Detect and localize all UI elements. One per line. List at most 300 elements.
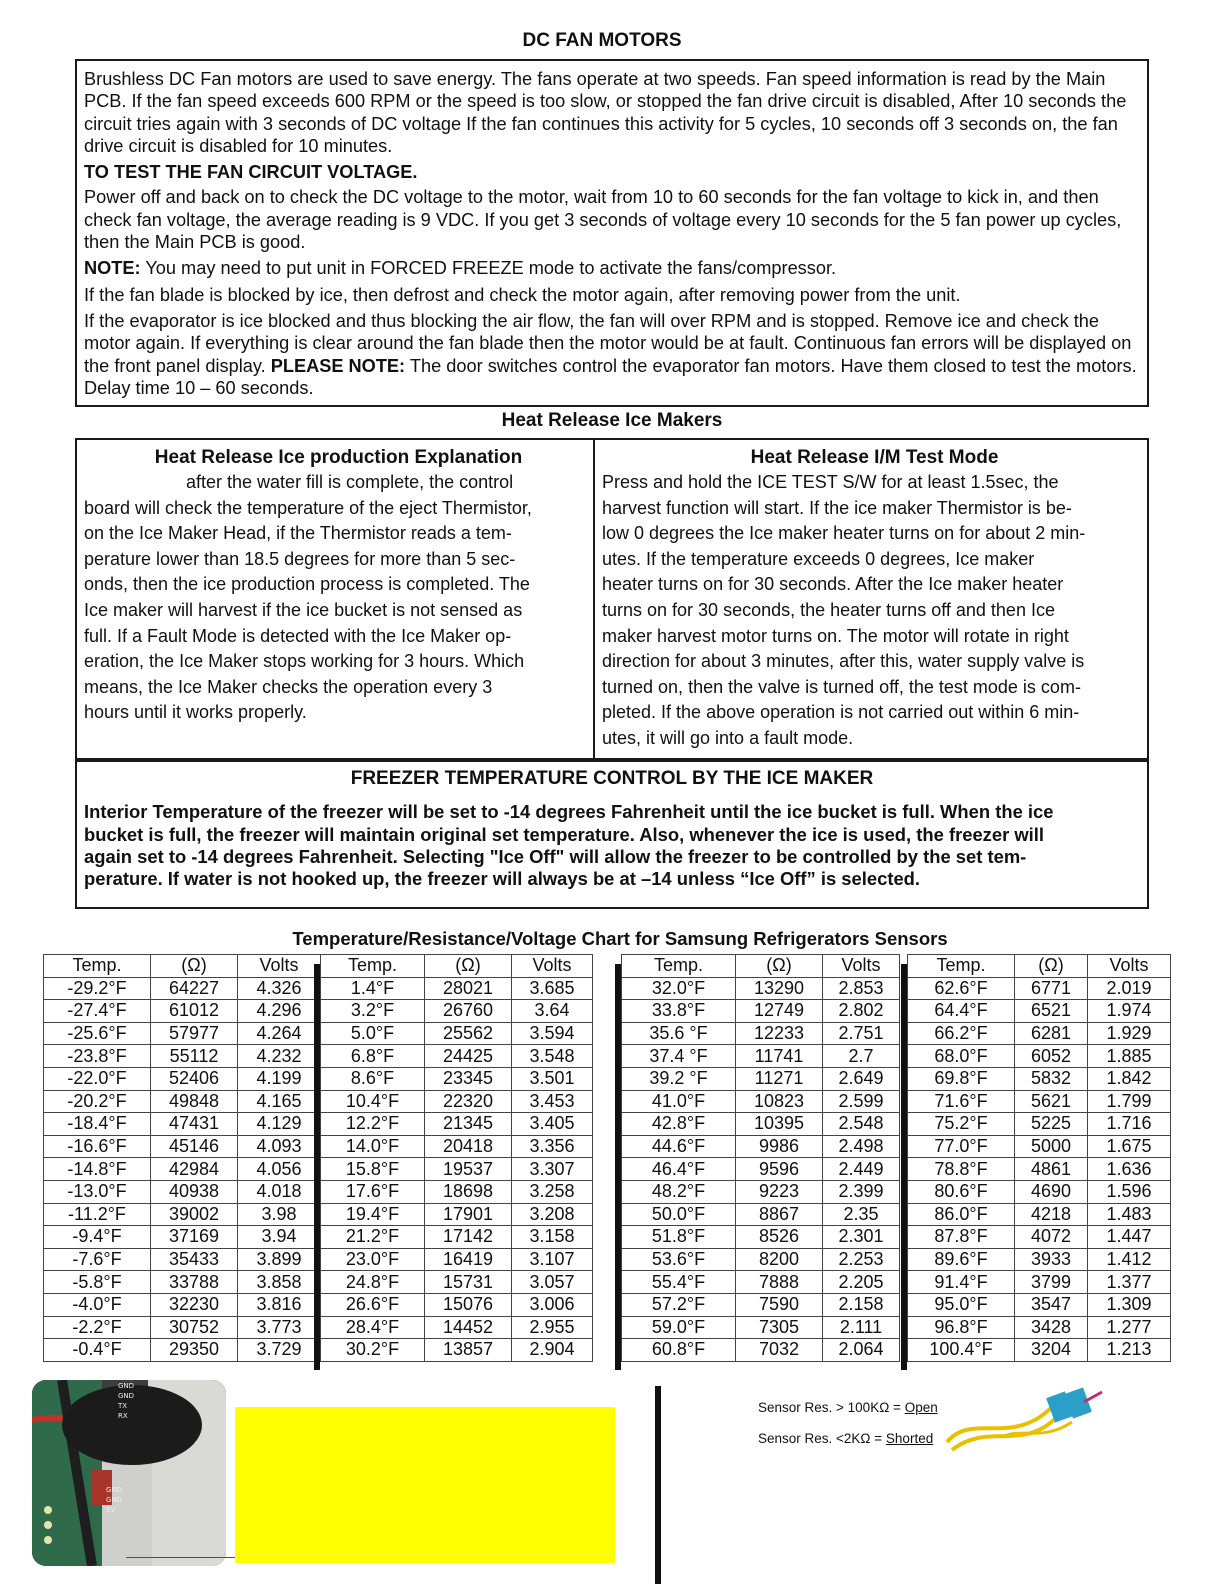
table-cell: 1.799	[1088, 1090, 1171, 1113]
table-cell: 9223	[736, 1180, 823, 1203]
table-cell: 49848	[151, 1090, 238, 1113]
table-row	[622, 1339, 900, 1362]
table-cell: 45146	[151, 1135, 238, 1158]
table-cell: 4.326	[238, 977, 321, 1000]
table-cell: -16.6°F	[44, 1135, 151, 1158]
please-note-label: PLEASE NOTE:	[270, 355, 406, 376]
table-cell: 1.377	[1088, 1271, 1171, 1294]
table-cell: 62.6°F	[908, 977, 1015, 1000]
table-cell: 1.483	[1088, 1203, 1171, 1226]
table-cell: 57.2°F	[622, 1293, 736, 1316]
table-cell: 3.006	[512, 1293, 593, 1316]
table-cell: 3.548	[512, 1045, 593, 1068]
table-cell: 52406	[151, 1067, 238, 1090]
table-row	[908, 1339, 1171, 1362]
column-header: Volts	[1088, 955, 1171, 978]
table-cell: 47431	[151, 1113, 238, 1136]
table-cell: 5832	[1015, 1067, 1088, 1090]
table-cell: -13.0°F	[44, 1180, 151, 1203]
table-cell: 3.2°F	[321, 1000, 425, 1023]
table-cell: 2.253	[823, 1248, 900, 1271]
table-cell: 57977	[151, 1022, 238, 1045]
table-cell: 6281	[1015, 1022, 1088, 1045]
table-cell: 30.2°F	[321, 1339, 425, 1362]
table-cell: 86.0°F	[908, 1203, 1015, 1226]
table-cell: 46.4°F	[622, 1158, 736, 1181]
table-cell: 2.064	[823, 1339, 900, 1362]
table-cell: 18698	[425, 1180, 512, 1203]
table-row	[321, 1339, 593, 1362]
text-line: maker harvest motor turns on. The motor will rotate in right	[602, 625, 1069, 646]
text-line: full. If a Fault Mode is detected with the Ice Maker op-	[84, 625, 512, 646]
table-row	[908, 1226, 1171, 1249]
table-cell: 4.093	[238, 1135, 321, 1158]
table-cell: 35433	[151, 1248, 238, 1271]
table-cell: 3.453	[512, 1090, 593, 1113]
table-cell: 59.0°F	[622, 1316, 736, 1339]
table-cell: 5621	[1015, 1090, 1088, 1113]
table-header-row	[908, 955, 1171, 978]
table-row	[908, 1067, 1171, 1090]
column-header: Temp.	[622, 955, 736, 978]
text-line: utes, it will go into a fault mode.	[602, 727, 854, 748]
dc-fan-box	[75, 59, 1149, 407]
table-cell: 66.2°F	[908, 1022, 1015, 1045]
table-cell: 4.199	[238, 1067, 321, 1090]
sensor-wire-illustration	[942, 1382, 1110, 1454]
column-header: Temp.	[908, 955, 1015, 978]
heat-release-left-box	[75, 438, 595, 760]
test-heading: TO TEST THE FAN CIRCUIT VOLTAGE.	[84, 162, 418, 183]
table-cell: 3.405	[512, 1113, 593, 1136]
table-cell: 4.296	[238, 1000, 321, 1023]
table-cell: 3.208	[512, 1203, 593, 1226]
table-cell: 37169	[151, 1226, 238, 1249]
table-cell: 2.111	[823, 1316, 900, 1339]
table-cell: 87.8°F	[908, 1226, 1015, 1249]
table-cell: 3.501	[512, 1067, 593, 1090]
table-row	[908, 1045, 1171, 1068]
table-cell: 24.8°F	[321, 1271, 425, 1294]
table-cell: 41.0°F	[622, 1090, 736, 1113]
dc-fan-para-3: If the fan blade is blocked by ice, then defrost and check the motor again, after removing power from the unit.	[84, 284, 961, 305]
table-cell: 1.675	[1088, 1135, 1171, 1158]
table-cell: 9986	[736, 1135, 823, 1158]
table-cell: -4.0°F	[44, 1293, 151, 1316]
table-cell: 80.6°F	[908, 1180, 1015, 1203]
table-cell: 61012	[151, 1000, 238, 1023]
table-cell: 2.449	[823, 1158, 900, 1181]
table-row	[622, 1158, 900, 1181]
table-cell: 4.165	[238, 1090, 321, 1113]
table-row	[908, 1135, 1171, 1158]
table-cell: 3933	[1015, 1248, 1088, 1271]
table-cell: 13857	[425, 1339, 512, 1362]
table-cell: 17.6°F	[321, 1180, 425, 1203]
table-row	[321, 1248, 593, 1271]
board-label-1: GND	[118, 1382, 135, 1390]
column-header: Temp.	[44, 955, 151, 978]
table-cell: 78.8°F	[908, 1158, 1015, 1181]
table-cell: 1.716	[1088, 1113, 1171, 1136]
table-cell: 8526	[736, 1226, 823, 1249]
board-label-4: RX	[118, 1412, 128, 1420]
table-row	[908, 977, 1171, 1000]
table-row	[908, 1090, 1171, 1113]
table-row	[622, 1045, 900, 1068]
table-row	[908, 1180, 1171, 1203]
table-cell: 1.842	[1088, 1067, 1171, 1090]
table-cell: 2.205	[823, 1271, 900, 1294]
table-row	[908, 1248, 1171, 1271]
table-cell: 29350	[151, 1339, 238, 1362]
bottom-divider	[655, 1386, 661, 1584]
table-cell: 1.885	[1088, 1045, 1171, 1068]
table-cell: -11.2°F	[44, 1203, 151, 1226]
table-cell: 51.8°F	[622, 1226, 736, 1249]
text-line: pleted. If the above operation is not carried out within 6 min-	[602, 702, 1080, 723]
table-cell: 1.636	[1088, 1158, 1171, 1181]
table-cell: 2.904	[512, 1339, 593, 1362]
table-cell: 15731	[425, 1271, 512, 1294]
table-cell: 15076	[425, 1293, 512, 1316]
table-row	[908, 1316, 1171, 1339]
table-cell: 20418	[425, 1135, 512, 1158]
table-cell: 1.213	[1088, 1339, 1171, 1362]
table-cell: 14452	[425, 1316, 512, 1339]
para4-a: If the evaporator is ice blocked and thus blocking the air flow, the fan will over RPM and is stopped. Remove ice and check the motor again. If everything is clear around the fan blade then the motor would be at fault. Continuous fan errors will be displayed on the front panel display.	[84, 310, 1132, 376]
table-cell: 6771	[1015, 977, 1088, 1000]
table-row	[622, 1067, 900, 1090]
table-header-row	[321, 955, 593, 978]
table-cell: 3.356	[512, 1135, 593, 1158]
sensor-photo	[942, 1382, 1110, 1454]
table-cell: 12233	[736, 1022, 823, 1045]
table-cell: 6052	[1015, 1045, 1088, 1068]
text-line: means, the Ice Maker checks the operation every 3	[84, 676, 493, 697]
column-header: (Ω)	[151, 955, 238, 978]
text-line: Press and hold the ICE TEST S/W for at least 1.5sec, the	[602, 472, 1059, 492]
table-cell: 10395	[736, 1113, 823, 1136]
text-line: hours until it works properly.	[84, 702, 307, 723]
sensor-table-3	[621, 954, 900, 1362]
table-row	[44, 1248, 321, 1271]
dc-fan-para-4	[84, 310, 1140, 399]
column-header: Volts	[823, 955, 900, 978]
table-row	[44, 1271, 321, 1294]
table-row	[908, 1022, 1171, 1045]
table-cell: 17901	[425, 1203, 512, 1226]
table-cell: 33.8°F	[622, 1000, 736, 1023]
table-row	[44, 1090, 321, 1113]
table-cell: 4218	[1015, 1203, 1088, 1226]
para4-b: The door switches control the evaporator fan motors. Have them closed to test the motors. Delay time 10 – 60 seconds.	[84, 355, 1137, 398]
table-cell: 35.6 °F	[622, 1022, 736, 1045]
sensor-short-word: Shorted	[885, 1431, 934, 1446]
text-line: eration, the Ice Maker stops working for 3 hours. Which	[84, 651, 525, 672]
table-cell: 2.158	[823, 1293, 900, 1316]
text-line: direction for about 3 minutes, after this, water supply valve is	[602, 651, 1085, 672]
table-cell: 4.129	[238, 1113, 321, 1136]
table-cell: 3.057	[512, 1271, 593, 1294]
table-cell: -9.4°F	[44, 1226, 151, 1249]
table-cell: 21.2°F	[321, 1226, 425, 1249]
table-cell: -25.6°F	[44, 1022, 151, 1045]
table-cell: 2.599	[823, 1090, 900, 1113]
table-cell: 23345	[425, 1067, 512, 1090]
sensor-table-1	[43, 954, 321, 1362]
table-row	[622, 1203, 900, 1226]
table-cell: 11271	[736, 1067, 823, 1090]
table-cell: 1.309	[1088, 1293, 1171, 1316]
table-cell: 26.6°F	[321, 1293, 425, 1316]
table-cell: 1.4°F	[321, 977, 425, 1000]
table-row	[321, 1158, 593, 1181]
table-cell: 12.2°F	[321, 1113, 425, 1136]
table-cell: 3.64	[512, 1000, 593, 1023]
table-cell: 3428	[1015, 1316, 1088, 1339]
table-cell: 12749	[736, 1000, 823, 1023]
board-label-3: TX	[118, 1402, 128, 1410]
table-cell: 21345	[425, 1113, 512, 1136]
table-cell: 4.056	[238, 1158, 321, 1181]
table-cell: 3.594	[512, 1022, 593, 1045]
table-cell: 69.8°F	[908, 1067, 1015, 1090]
table-cell: 95.0°F	[908, 1293, 1015, 1316]
table-cell: 30752	[151, 1316, 238, 1339]
table-cell: 24425	[425, 1045, 512, 1068]
table-row	[622, 1022, 900, 1045]
table-row	[908, 1000, 1171, 1023]
table-row	[908, 1271, 1171, 1294]
table-cell: 11741	[736, 1045, 823, 1068]
table-cell: 64227	[151, 977, 238, 1000]
left-text	[84, 470, 593, 726]
text-line: onds, then the ice production process is completed. The	[84, 574, 530, 595]
table-cell: 1.596	[1088, 1180, 1171, 1203]
table-cell: 26760	[425, 1000, 512, 1023]
table-cell: 5225	[1015, 1113, 1088, 1136]
table-cell: 3.258	[512, 1180, 593, 1203]
table-row	[622, 1248, 900, 1271]
table-cell: 42984	[151, 1158, 238, 1181]
text-line: turned on, then the valve is turned off, the test mode is com-	[602, 676, 1081, 697]
table-header-row	[44, 955, 321, 978]
table-cell: 15.8°F	[321, 1158, 425, 1181]
table-header-row	[622, 955, 900, 978]
table-cell: 3.158	[512, 1226, 593, 1249]
column-header: (Ω)	[736, 955, 823, 978]
table-cell: 6521	[1015, 1000, 1088, 1023]
table-cell: 55.4°F	[622, 1271, 736, 1294]
table-cell: 60.8°F	[622, 1339, 736, 1362]
table-cell: 32.0°F	[622, 977, 736, 1000]
table-cell: 33788	[151, 1271, 238, 1294]
table-cell: 42.8°F	[622, 1113, 736, 1136]
text-line: harvest function will start. If the ice maker Thermistor is be-	[602, 497, 1072, 518]
freezer-title: FREEZER TEMPERATURE CONTROL BY THE ICE MAKER	[350, 768, 874, 789]
table-cell: 8200	[736, 1248, 823, 1271]
board-label-7: 5V	[106, 1506, 116, 1514]
table-cell: 2.802	[823, 1000, 900, 1023]
table-row	[321, 1293, 593, 1316]
table-cell: 4.232	[238, 1045, 321, 1068]
table-row	[321, 1271, 593, 1294]
table-row	[321, 1135, 593, 1158]
table-row	[44, 1158, 321, 1181]
board-label-2: GND	[118, 1392, 135, 1400]
dc-fan-para-1: Brushless DC Fan motors are used to save energy. The fans operate at two speeds. Fan speed information is read by the Main PCB. If the fan speed exceeds 600 RPM or the speed is too slow, or stopped the fan drive circuit is disabled, After 10 seconds the circuit tries again with 3 seconds of DC voltage If the fan continues this activity for 5 cycles, 10 seconds off 3 seconds on, the fan drive circuit is disabled for 10 minutes.	[84, 69, 1127, 156]
left-heading: Heat Release Ice production Explanation	[154, 447, 523, 468]
table-row	[321, 1316, 593, 1339]
sensor-table-4	[907, 954, 1171, 1362]
table-row	[44, 1226, 321, 1249]
board-label-6: GND	[106, 1496, 123, 1504]
table-row	[321, 1045, 593, 1068]
table-row	[622, 977, 900, 1000]
table-cell: 2.853	[823, 977, 900, 1000]
column-header: Volts	[238, 955, 321, 978]
table-cell: 22320	[425, 1090, 512, 1113]
table-row	[44, 1180, 321, 1203]
table-cell: 6.8°F	[321, 1045, 425, 1068]
table-cell: 2.548	[823, 1113, 900, 1136]
table-row	[321, 1113, 593, 1136]
sensor-open-word: Open	[904, 1400, 938, 1415]
table-cell: 14.0°F	[321, 1135, 425, 1158]
table-cell: 16419	[425, 1248, 512, 1271]
table-row	[321, 1203, 593, 1226]
table-cell: -27.4°F	[44, 1000, 151, 1023]
table-row	[44, 1293, 321, 1316]
table-cell: 3.773	[238, 1316, 321, 1339]
table-row	[622, 1090, 900, 1113]
heat-release-title: Heat Release Ice Makers	[501, 410, 723, 431]
table-row	[44, 1135, 321, 1158]
table-row	[321, 1090, 593, 1113]
text-line: again set to -14 degrees Fahrenheit. Selecting "Ice Off" will allow the freezer to be controlled by the set tem-	[84, 845, 1027, 867]
table-cell: 7590	[736, 1293, 823, 1316]
text-line: low 0 degrees the Ice maker heater turns on for about 2 min-	[602, 523, 1086, 544]
table-cell: 1.277	[1088, 1316, 1171, 1339]
table-cell: 1.974	[1088, 1000, 1171, 1023]
text-line: utes. If the temperature exceeds 0 degrees, Ice maker	[602, 548, 1035, 569]
dc-fan-note	[84, 257, 1140, 279]
table-cell: -22.0°F	[44, 1067, 151, 1090]
table-cell: 19537	[425, 1158, 512, 1181]
table-cell: 75.2°F	[908, 1113, 1015, 1136]
table-cell: 2.399	[823, 1180, 900, 1203]
table-cell: -20.2°F	[44, 1090, 151, 1113]
table-row	[321, 1067, 593, 1090]
table-cell: 1.412	[1088, 1248, 1171, 1271]
sensor-short-line	[758, 1431, 933, 1446]
table-cell: 32230	[151, 1293, 238, 1316]
text-line: perature. If water is not hooked up, the freezer will always be at –14 unless “Ice Off” is selected.	[84, 868, 921, 890]
table-row	[622, 1271, 900, 1294]
table-cell: 10823	[736, 1090, 823, 1113]
sensor-open-line	[758, 1400, 938, 1415]
table-cell: 3.307	[512, 1158, 593, 1181]
table-row	[622, 1113, 900, 1136]
table-cell: 3.94	[238, 1226, 321, 1249]
table-cell: -14.8°F	[44, 1158, 151, 1181]
circuit-board-photo	[32, 1380, 226, 1566]
table-cell: 1.447	[1088, 1226, 1171, 1249]
table-cell: 55112	[151, 1045, 238, 1068]
table-row	[44, 1316, 321, 1339]
column-header: (Ω)	[1015, 955, 1088, 978]
table-cell: 3.899	[238, 1248, 321, 1271]
text-line: Ice maker will harvest if the ice bucket is not sensed as	[84, 599, 523, 620]
table-cell: 23.0°F	[321, 1248, 425, 1271]
table-separator-2	[615, 964, 621, 1370]
table-cell: 39.2 °F	[622, 1067, 736, 1090]
text-line: Interior Temperature of the freezer will be set to -14 degrees Fahrenheit until the ice bucket is full. When the ice	[84, 801, 1054, 823]
table-cell: 48.2°F	[622, 1180, 736, 1203]
table-cell: 4690	[1015, 1180, 1088, 1203]
yellow-highlight-box	[235, 1407, 615, 1563]
table-cell: 17142	[425, 1226, 512, 1249]
sensor-short-prefix: Sensor Res. <2KΩ =	[758, 1431, 886, 1446]
sensor-open-prefix: Sensor Res. > 100KΩ =	[758, 1400, 905, 1415]
right-text	[602, 470, 1147, 752]
table-cell: 25562	[425, 1022, 512, 1045]
right-heading: Heat Release I/M Test Mode	[750, 447, 999, 468]
column-header: Temp.	[321, 955, 425, 978]
table-cell: 37.4 °F	[622, 1045, 736, 1068]
table-row	[321, 1180, 593, 1203]
table-cell: 3.685	[512, 977, 593, 1000]
heat-release-right-box	[593, 438, 1149, 760]
table-row	[321, 1226, 593, 1249]
table-cell: 8867	[736, 1203, 823, 1226]
table-row	[321, 1022, 593, 1045]
table-row	[44, 1067, 321, 1090]
sensor-table-2	[320, 954, 593, 1362]
table-cell: 77.0°F	[908, 1135, 1015, 1158]
text-line: after the water fill is complete, the control	[186, 472, 514, 492]
table-cell: 3204	[1015, 1339, 1088, 1362]
table-cell: -23.8°F	[44, 1045, 151, 1068]
table-cell: 3799	[1015, 1271, 1088, 1294]
table-row	[44, 1339, 321, 1362]
table-cell: 3.729	[238, 1339, 321, 1362]
table-cell: 2.35	[823, 1203, 900, 1226]
table-row	[44, 1022, 321, 1045]
table-cell: 39002	[151, 1203, 238, 1226]
table-cell: 4072	[1015, 1226, 1088, 1249]
text-line: turns on for 30 seconds, the heater turns off and then Ice	[602, 599, 1055, 620]
dc-fan-title: DC FAN MOTORS	[522, 30, 682, 51]
table-cell: 3.107	[512, 1248, 593, 1271]
chart-title: Temperature/Resistance/Voltage Chart for Samsung Refrigerators Sensors	[292, 928, 948, 949]
table-cell: 4.018	[238, 1180, 321, 1203]
table-cell: -7.6°F	[44, 1248, 151, 1271]
table-cell: 13290	[736, 977, 823, 1000]
table-cell: -0.4°F	[44, 1339, 151, 1362]
table-cell: 1.929	[1088, 1022, 1171, 1045]
table-cell: 2.955	[512, 1316, 593, 1339]
table-cell: 3.858	[238, 1271, 321, 1294]
table-cell: 2.498	[823, 1135, 900, 1158]
table-row	[44, 1000, 321, 1023]
table-row	[622, 1135, 900, 1158]
circuit-board-illustration	[32, 1380, 226, 1566]
table-cell: 4861	[1015, 1158, 1088, 1181]
text-line: bucket is full, the freezer will maintain original set temperature. Also, whenever the ice is used, the freezer will	[84, 823, 1045, 845]
table-cell: 2.301	[823, 1226, 900, 1249]
